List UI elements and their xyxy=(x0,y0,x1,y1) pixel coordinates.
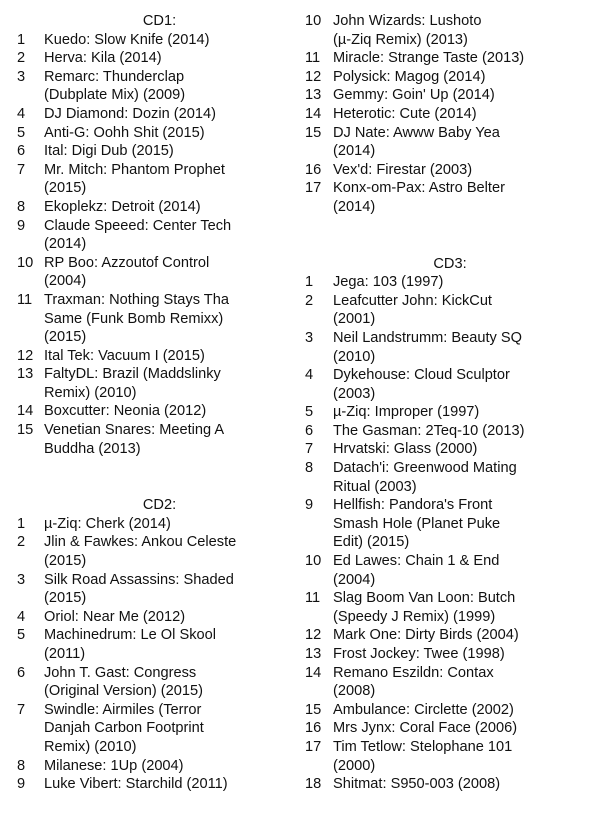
track-title: Silk Road Assassins: Shaded (2015) xyxy=(44,571,234,607)
track-item xyxy=(305,68,595,87)
track-title: Heterotic: Cute (2014) xyxy=(333,105,477,122)
track-number: 8 xyxy=(17,757,26,774)
track-title: Polysick: Magog (2014) xyxy=(333,68,486,85)
track-number: 4 xyxy=(17,105,26,122)
track-item xyxy=(17,365,302,402)
track-number: 9 xyxy=(17,217,26,234)
track-title: Remano Eszildn: Contax (2008) xyxy=(333,664,494,700)
track-number: 7 xyxy=(17,161,26,178)
disc-section xyxy=(305,255,595,794)
track-item xyxy=(305,86,595,105)
track-number: 5 xyxy=(17,124,26,141)
track-item xyxy=(17,105,302,124)
track-item xyxy=(305,12,595,49)
track-item xyxy=(305,403,595,422)
track-title: Neil Landstrumm: Beauty SQ (2010) xyxy=(333,329,522,365)
track-title: Frost Jockey: Twee (1998) xyxy=(333,646,505,662)
track-title: Boxcutter: Neonia (2012) xyxy=(44,403,207,420)
track-item xyxy=(305,105,595,124)
track-title: Ital Tek: Vacuum I (2015) xyxy=(44,347,205,364)
track-item xyxy=(17,664,302,701)
track-title: The Gasman: 2Teq-10 (2013) xyxy=(333,422,525,439)
track-title: Ed Lawes: Chain 1 & End (2004) xyxy=(333,553,500,588)
track-item xyxy=(17,533,302,570)
track-title: Traxman: Nothing Stays Tha Same (Funk Bomb Remixx) (2015) xyxy=(44,291,229,346)
track-title: FaltyDL: Brazil (Maddslinky Remix) (2010) xyxy=(44,366,221,401)
track-number: 2 xyxy=(305,292,314,309)
track-title: Ambulance: Circlette (2002) xyxy=(333,701,514,718)
track-item xyxy=(305,552,595,589)
track-item xyxy=(305,459,595,496)
track-title: Miracle: Strange Taste (2013) xyxy=(333,50,525,67)
disc-title: CD1: xyxy=(142,13,177,29)
track-item xyxy=(305,49,595,68)
track-title: Konx-om-Pax: Astro Belter (2014) xyxy=(333,180,505,215)
disc-section xyxy=(17,496,302,794)
track-item xyxy=(17,254,302,291)
track-title: Ital: Digi Dub (2015) xyxy=(44,143,174,160)
track-number: 12 xyxy=(305,627,322,644)
track-number: 14 xyxy=(17,403,34,420)
track-number: 5 xyxy=(17,627,26,644)
track-number: 3 xyxy=(17,571,26,588)
track-title: Milanese: 1Up (2004) xyxy=(44,757,184,774)
track-item xyxy=(305,422,595,441)
track-title: µ-Ziq: Cherk (2014) xyxy=(44,515,171,532)
track-number: 12 xyxy=(305,68,322,85)
track-item xyxy=(305,273,595,292)
disc-section xyxy=(17,12,302,458)
track-title: Swindle: Airmiles (Terror Danjah Carbon Footprint Remix) (2010) xyxy=(44,701,204,755)
track-number: 15 xyxy=(17,422,34,439)
track-item xyxy=(305,124,595,161)
track-number: 13 xyxy=(305,646,322,662)
track-number: 4 xyxy=(305,367,314,384)
track-item xyxy=(305,161,595,180)
track-number: 18 xyxy=(305,776,322,793)
track-title: Tim Tetlow: Stelophane 101 (2000) xyxy=(333,738,513,774)
track-number: 17 xyxy=(305,738,322,755)
track-title: Hellfish: Pandora's Front Smash Hole (Planet Puke Edit) (2015) xyxy=(333,497,501,551)
track-item xyxy=(305,775,595,794)
track-number: 4 xyxy=(17,608,26,625)
track-title: Jega: 103 (1997) xyxy=(333,274,444,291)
track-item xyxy=(305,738,595,775)
track-title: Mr. Mitch: Phantom Prophet (2015) xyxy=(44,161,225,197)
track-number: 1 xyxy=(17,515,26,532)
track-item xyxy=(17,701,302,757)
track-title: Jlin & Fawkes: Ankou Celeste (2015) xyxy=(44,534,237,570)
track-number: 17 xyxy=(305,180,322,197)
track-item xyxy=(17,402,302,421)
track-number: 5 xyxy=(305,404,314,421)
track-title: John Wizards: Lushoto (µ-Ziq Remix) (2013) xyxy=(333,13,482,48)
track-title: Claude Speeed: Center Tech (2014) xyxy=(44,217,232,253)
track-item xyxy=(17,49,302,68)
track-list xyxy=(305,12,595,217)
track-title: Herva: Kila (2014) xyxy=(44,50,162,67)
track-title: Hrvatski: Glass (2000) xyxy=(333,441,478,458)
track-item xyxy=(305,626,595,645)
track-number: 11 xyxy=(305,590,321,607)
track-title: Ekoplekz: Detroit (2014) xyxy=(44,198,201,215)
disc-section xyxy=(305,12,595,217)
track-item xyxy=(17,198,302,217)
track-number: 6 xyxy=(17,664,26,681)
track-title: John T. Gast: Congress (Original Version) (2015) xyxy=(44,664,203,700)
track-item xyxy=(17,757,302,776)
track-title: Gemmy: Goin' Up (2014) xyxy=(333,87,495,104)
track-list xyxy=(305,273,595,794)
track-number: 14 xyxy=(305,105,322,122)
track-number: 9 xyxy=(17,776,26,793)
track-item xyxy=(305,701,595,720)
track-title: Shitmat: S950-003 (2008) xyxy=(333,776,501,793)
track-item xyxy=(305,292,595,329)
track-item xyxy=(305,589,595,626)
track-list xyxy=(17,515,302,794)
track-item xyxy=(17,515,302,534)
track-number: 10 xyxy=(305,553,322,570)
track-number: 6 xyxy=(17,143,26,160)
right-column xyxy=(305,12,595,794)
track-title: Remarc: Thunderclap (Dubplate Mix) (2009) xyxy=(44,68,186,104)
track-item xyxy=(305,179,595,216)
track-number: 15 xyxy=(305,701,322,718)
track-title: Leafcutter John: KickCut (2001) xyxy=(333,292,492,328)
track-number: 7 xyxy=(305,441,314,458)
track-title: Luke Vibert: Starchild (2011) xyxy=(44,776,228,793)
track-title: Vex'd: Firestar (2003) xyxy=(333,161,473,178)
track-number: 13 xyxy=(17,366,34,383)
track-item xyxy=(17,608,302,627)
track-number: 13 xyxy=(305,87,322,104)
track-title: DJ Nate: Awww Baby Yea (2014) xyxy=(333,124,500,160)
left-column xyxy=(17,12,302,794)
track-item xyxy=(17,571,302,608)
track-number: 11 xyxy=(17,291,33,308)
track-number: 11 xyxy=(305,50,321,67)
track-number: 10 xyxy=(17,254,34,271)
track-number: 12 xyxy=(17,347,34,364)
track-item xyxy=(305,440,595,459)
track-item xyxy=(305,496,595,552)
track-number: 6 xyxy=(305,422,314,439)
track-item xyxy=(305,366,595,403)
track-number: 16 xyxy=(305,720,322,737)
track-item xyxy=(17,291,302,347)
track-title: RP Boo: Azzoutof Control (2004) xyxy=(44,254,210,290)
track-list xyxy=(17,31,302,459)
track-item xyxy=(305,329,595,366)
track-item xyxy=(17,68,302,105)
track-number: 1 xyxy=(305,274,314,291)
track-item xyxy=(17,31,302,50)
track-number: 8 xyxy=(17,198,26,215)
track-item xyxy=(17,421,302,458)
track-title: Mrs Jynx: Coral Face (2006) xyxy=(333,720,518,737)
track-number: 9 xyxy=(305,497,314,514)
track-title: Anti-G: Oohh Shit (2015) xyxy=(44,124,205,141)
track-title: Slag Boom Van Loon: Butch (Speedy J Remix) (1999) xyxy=(333,590,516,625)
track-title: Datach'i: Greenwood Mating Ritual (2003) xyxy=(333,460,517,495)
track-number: 15 xyxy=(305,124,322,141)
track-item xyxy=(305,664,595,701)
track-number: 2 xyxy=(17,50,26,67)
track-number: 10 xyxy=(305,13,322,29)
track-item xyxy=(17,626,302,663)
track-title: Dykehouse: Cloud Sculptor (2003) xyxy=(333,367,510,402)
track-number: 7 xyxy=(17,701,26,718)
track-number: 3 xyxy=(17,68,26,85)
track-number: 16 xyxy=(305,161,322,178)
track-item xyxy=(305,719,595,738)
track-item xyxy=(17,217,302,254)
track-item xyxy=(305,645,595,664)
track-item xyxy=(17,161,302,198)
track-title: Kuedo: Slow Knife (2014) xyxy=(44,31,210,48)
track-item xyxy=(17,775,302,794)
disc-title: CD2: xyxy=(142,497,177,514)
track-title: Machinedrum: Le Ol Skool (2011) xyxy=(44,627,216,662)
track-number: 3 xyxy=(305,329,314,346)
track-item xyxy=(17,347,302,366)
track-item xyxy=(17,142,302,161)
track-title: µ-Ziq: Improper (1997) xyxy=(333,404,480,421)
track-item xyxy=(17,124,302,143)
track-number: 8 xyxy=(305,460,314,477)
track-number: 1 xyxy=(17,31,26,48)
track-title: DJ Diamond: Dozin (2014) xyxy=(44,105,216,122)
track-number: 2 xyxy=(17,534,26,551)
disc-title: CD3: xyxy=(433,255,467,272)
track-title: Oriol: Near Me (2012) xyxy=(44,608,186,625)
track-number: 14 xyxy=(305,664,322,681)
track-title: Venetian Snares: Meeting A Buddha (2013) xyxy=(44,422,225,457)
track-title: Mark One: Dirty Birds (2004) xyxy=(333,627,519,644)
